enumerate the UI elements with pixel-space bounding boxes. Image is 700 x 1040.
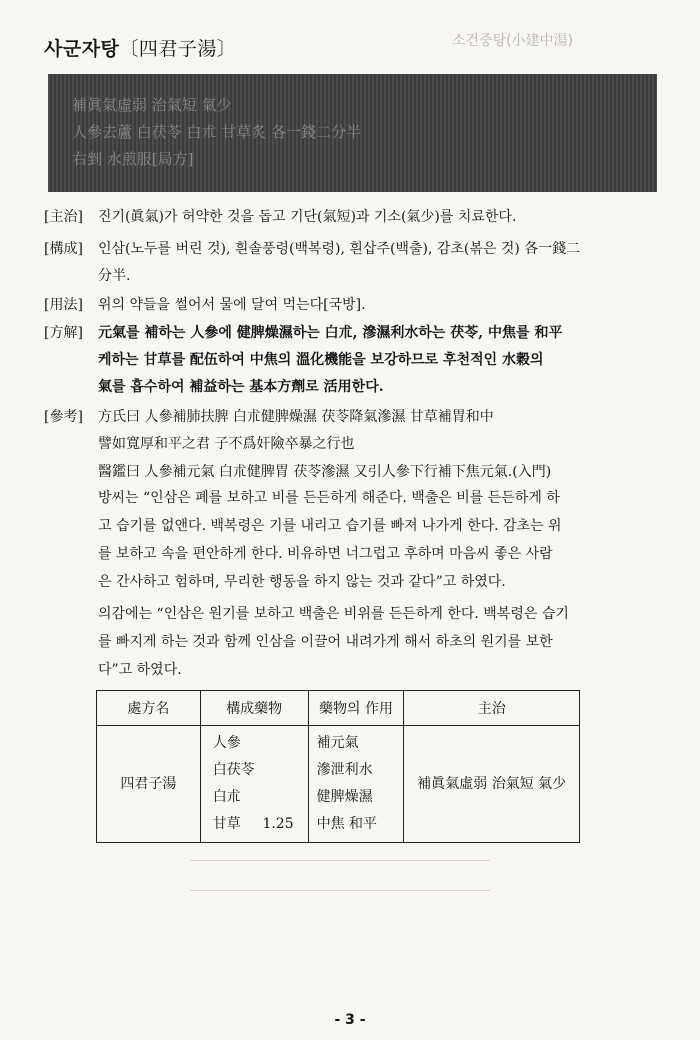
section-line: 元氣를 補하는 人參에 健脾燥濕하는 白朮, 滲濕利水하는 茯苓, 中焦를 和平 bbox=[98, 325, 563, 341]
banner-line: 右剉 水煎服[局方] bbox=[72, 150, 194, 168]
section-text: 위의 약들을 썰어서 물에 달여 먹는다[국방]. bbox=[98, 297, 366, 313]
action-item: 滲泄利水 bbox=[316, 762, 373, 778]
bleed-through-mark bbox=[190, 860, 490, 861]
table-header: 藥物의 作用 bbox=[308, 691, 404, 726]
indication-cell: 補眞氣虛弱 治氣短 氣少 bbox=[404, 726, 580, 843]
table-header: 主治 bbox=[404, 691, 580, 726]
action-list bbox=[308, 726, 404, 843]
reference-line: 譬如寬厚和平之君 子不爲奸險卒暴之行也 bbox=[98, 436, 355, 452]
bleed-through-header: 소건중탕(小建中湯) bbox=[452, 33, 574, 49]
section-line: 케하는 甘草를 配伍하여 中焦의 溫化機能을 보강하므로 후천적인 水穀의 bbox=[98, 352, 544, 368]
table-row bbox=[97, 726, 580, 843]
paragraph-line: 고 습기를 없앤다. 백복령은 기를 내리고 습기를 빠져 나가게 한다. 감초는 위 bbox=[98, 518, 562, 534]
section-line: 方氏曰 人參補肺扶脾 白朮健脾燥濕 茯苓降氣滲濕 甘草補胃和中 bbox=[98, 409, 494, 425]
action-item: 中焦 和平 bbox=[316, 816, 378, 832]
action-item: 補元氣 bbox=[316, 735, 359, 751]
paragraph-line: 방씨는 “인삼은 폐를 보하고 비를 든든하게 해준다. 백출은 비를 든든하게 하 bbox=[98, 490, 560, 506]
herb-item: 人參 bbox=[212, 735, 241, 751]
table-header: 處方名 bbox=[97, 691, 201, 726]
section-usage bbox=[44, 292, 660, 319]
page-number: - 3 - bbox=[334, 1012, 366, 1028]
prescription-name: 四君子湯 bbox=[97, 726, 201, 843]
page-title bbox=[44, 34, 236, 61]
table-header: 構成藥物 bbox=[200, 691, 308, 726]
paragraph-line: 은 간사하고 험하며, 무리한 행동을 하지 않는 것과 같다”고 하였다. bbox=[98, 574, 506, 590]
section-label: [用法] bbox=[44, 297, 83, 313]
section-composition bbox=[44, 236, 660, 290]
paragraph-line: 의감에는 “인삼은 원기를 보하고 백출은 비위를 든든하게 한다. 백복령은 습기 bbox=[98, 606, 569, 622]
section-label: [參考] bbox=[44, 409, 83, 425]
section-line: 인삼(노두를 버린 것), 흰솔풍령(백복령), 흰삽주(백출), 감초(볶은 것) 各一錢二 bbox=[98, 241, 581, 257]
reference-line: 醫鑑曰 人參補元氣 白朮健脾胃 茯苓滲濕 又引人參下行補下焦元氣.(入門) bbox=[98, 464, 552, 480]
action-item: 健脾燥濕 bbox=[316, 789, 373, 805]
translation-paragraph bbox=[98, 600, 664, 684]
bleed-through-mark bbox=[190, 890, 490, 891]
paragraph-line: 를 빠지게 하는 것과 함께 인삼을 이끌어 내려가게 해서 하초의 원기를 보한 bbox=[98, 634, 553, 650]
section-indication bbox=[44, 204, 660, 231]
paragraph-line: 를 보하고 속을 편안하게 한다. 비유하면 너그럽고 후하며 마음씨 좋은 사람 bbox=[98, 546, 553, 562]
herb-item-last bbox=[213, 811, 300, 838]
herb-dose: 1.25 bbox=[262, 816, 294, 832]
title-hangul: 사군자탕 bbox=[44, 38, 120, 60]
section-line: 分半. bbox=[98, 268, 131, 284]
herb-item: 白茯苓 bbox=[212, 762, 255, 778]
section-label: [方解] bbox=[44, 325, 83, 341]
section-label: [構成] bbox=[44, 241, 83, 257]
banner-line: 補眞氣虛弱 治氣短 氣少 bbox=[72, 96, 232, 114]
herb-list bbox=[200, 726, 308, 843]
section-explanation bbox=[44, 320, 660, 401]
prescription-table bbox=[96, 690, 580, 843]
section-reference bbox=[44, 404, 660, 431]
translation-paragraph bbox=[98, 484, 664, 596]
section-label: [主治] bbox=[44, 209, 83, 225]
banner-line: 人參去蘆 白茯苓 白朮 甘草炙 各一錢二分半 bbox=[72, 123, 362, 141]
formula-banner bbox=[48, 74, 657, 192]
herb-name: 甘草 bbox=[212, 816, 241, 832]
table-header-row bbox=[97, 691, 580, 726]
herb-item: 白朮 bbox=[212, 789, 241, 805]
paragraph-line: 다”고 하였다. bbox=[98, 662, 182, 678]
section-text: 진기(眞氣)가 허약한 것을 돕고 기단(氣短)과 기소(氣少)를 치료한다. bbox=[98, 209, 517, 225]
title-hanja: 〔四君子湯〕 bbox=[119, 38, 237, 60]
section-line: 氣를 흡수하여 補益하는 基本方劑로 活用한다. bbox=[98, 379, 384, 395]
